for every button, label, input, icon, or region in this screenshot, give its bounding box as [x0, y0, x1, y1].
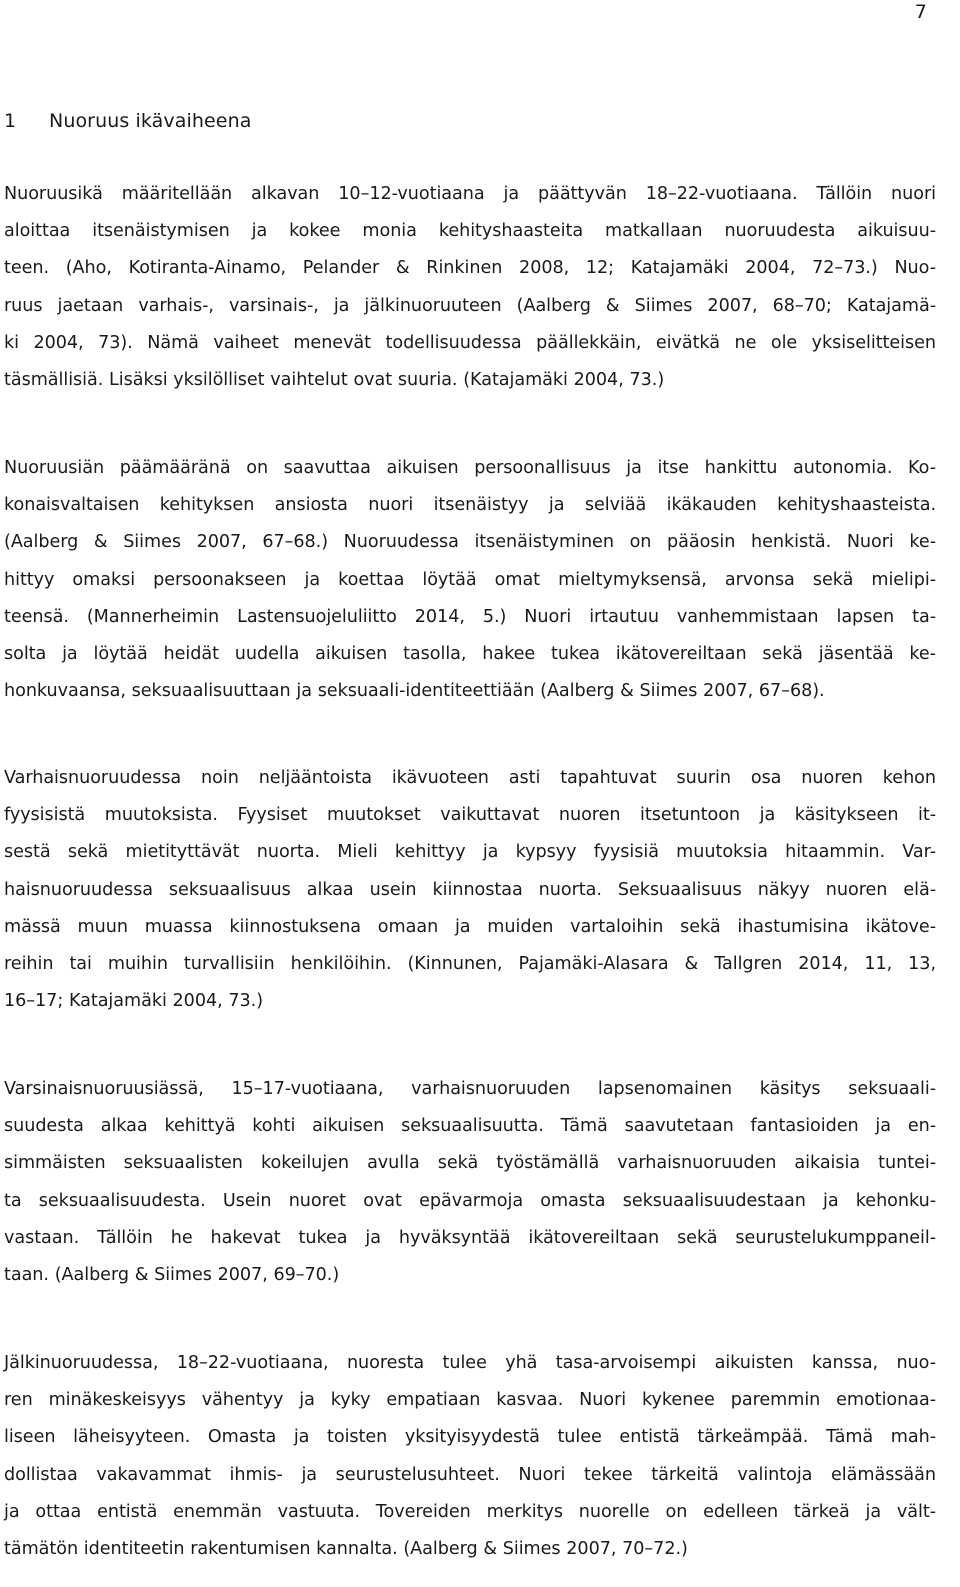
paragraph-text: [4, 450, 936, 710]
text-line: haisnuoruudessa seksuaalisuus alkaa usein kiinnostaa nuorta. Seksuaalisuus näkyy nuoren elä-: [4, 879, 936, 900]
paragraph-text: [4, 1071, 936, 1294]
text-line: reihin tai muihin turvallisiin henkilöihin. (Kinnunen, Pajamäki-Alasara & Tallgren 2014, 11, 13,: [4, 954, 936, 975]
text-line: Nuoruusiän päämääränä on saavuttaa aikuisen persoonallisuus ja itse hankittu autonomia. Ko-: [4, 458, 936, 478]
text-line: dollistaa vakavammat ihmis- ja seurustelusuhteet. Nuori tekee tärkeitä valintoja elämässään: [4, 1464, 936, 1485]
text-line: teen. (Aho, Kotiranta-Ainamo, Pelander & Rinkinen 2008, 12; Katajamäki 2004, 72–73.) Nuo-: [4, 258, 936, 279]
text-line: suudesta alkaa kehittyä kohti aikuisen seksuaalisuutta. Tämä saavutetaan fantasioiden ja en-: [4, 1116, 936, 1137]
text-line: teensä. (Mannerheimin Lastensuojeluliitto 2014, 5.) Nuori irtautuu vanhemmistaan lapsen ta-: [4, 606, 936, 627]
text-line: Nuoruusikä määritellään alkavan 10–12-vuotiaana ja päättyvän 18–22-vuotiaana. Tällöin nuori: [4, 184, 936, 204]
text-line: Varhaisnuoruudessa noin neljääntoista ikävuoteen asti tapahtuvat suurin osa nuoren kehon: [4, 768, 936, 788]
section-number: 1: [4, 110, 17, 132]
text-line: solta ja löytää heidät uudella aikuisen tasolla, hakee tukea ikätovereiltaan sekä jäsentää ke-: [4, 644, 936, 665]
paragraph-2: [4, 450, 936, 710]
paragraph-4: [4, 1071, 936, 1294]
text-line: 16–17; Katajamäki 2004, 73.): [4, 991, 264, 1012]
paragraph-text: [4, 1345, 936, 1568]
text-line: aloittaa itsenäistymisen ja kokee monia kehityshaasteita matkallaan nuoruudesta aikuisuu-: [4, 221, 936, 242]
text-line: simmäisten seksuaalisten kokeilujen avulla sekä työstämällä varhaisnuoruuden aikaisia tuntei-: [4, 1153, 936, 1174]
paragraph-1: [4, 176, 936, 399]
text-line: liseen läheisyyteen. Omasta ja toisten yksityisyydestä tulee entistä tärkeämpää. Tämä mah-: [4, 1427, 936, 1448]
paragraph-5: [4, 1345, 936, 1568]
text-line: Jälkinuoruudessa, 18–22-vuotiaana, nuoresta tulee yhä tasa-arvoisempi aikuisten kanssa, nuo-: [4, 1353, 936, 1373]
text-line: Varsinaisnuoruusiässä, 15–17-vuotiaana, varhaisnuoruuden lapsenomainen käsitys seksuaali-: [4, 1079, 936, 1099]
text-line: sestä sekä mietityttävät nuorta. Mieli kehittyy ja kypsyy fyysisiä muutoksia hitaammin. Var-: [4, 842, 936, 863]
text-line: ren minäkeskeisyys vähentyy ja kyky empatiaan kasvaa. Nuori kykenee paremmin emotionaa-: [4, 1390, 936, 1411]
text-line: konaisvaltaisen kehityksen ansiosta nuori itsenäistyy ja selviää ikäkauden kehityshaasteista.: [4, 495, 936, 516]
text-line: ta seksuaalisuudesta. Usein nuoret ovat epävarmoja omasta seksuaalisuudestaan ja kehonku-: [4, 1190, 936, 1211]
text-line: tämätön identiteetin rakentumisen kannalta. (Aalberg & Siimes 2007, 70–72.): [4, 1539, 688, 1560]
text-line: ki 2004, 73). Nämä vaiheet menevät todellisuudessa päällekkäin, eivätkä ne ole yksiselitteisen: [4, 332, 936, 353]
text-line: täsmällisiä. Lisäksi yksilölliset vaihtelut ovat suuria. (Katajamäki 2004, 73.): [4, 370, 665, 391]
text-line: (Aalberg & Siimes 2007, 67–68.) Nuoruudessa itsenäistyminen on pääosin henkistä. Nuori ke-: [4, 532, 936, 553]
text-line: fyysisistä muutoksista. Fyysiset muutokset vaikuttavat nuoren itsetuntoon ja käsitykseen it-: [4, 805, 936, 826]
page-number: 7: [914, 1, 927, 23]
paragraph-text: [4, 760, 936, 1020]
text-line: ja ottaa entistä enemmän vastuuta. Tovereiden merkitys nuorelle on edelleen tärkeä ja vält-: [4, 1501, 936, 1522]
text-line: hittyy omaksi persoonakseen ja koettaa löytää omat mieltymyksensä, arvonsa sekä mielipi-: [4, 569, 936, 590]
section-title: Nuoruus ikävaiheena: [49, 110, 252, 132]
text-line: taan. (Aalberg & Siimes 2007, 69–70.): [4, 1265, 340, 1286]
text-line: mässä muun muassa kiinnostuksena omaan ja muiden vartaloihin sekä ihastumisina ikätove-: [4, 916, 936, 937]
paragraph-text: [4, 176, 936, 399]
text-line: vastaan. Tällöin he hakevat tukea ja hyväksyntää ikätovereiltaan sekä seurustelukumppaneil-: [4, 1227, 936, 1248]
paragraph-3: [4, 760, 936, 1020]
section-heading: [4, 109, 251, 133]
text-line: honkuvaansa, seksuaalisuuttaan ja seksuaali-identiteettiään (Aalberg & Siimes 2007, 67–68).: [4, 681, 825, 702]
text-line: ruus jaetaan varhais-, varsinais-, ja jälkinuoruuteen (Aalberg & Siimes 2007, 68–70; Katajamä-: [4, 295, 936, 316]
